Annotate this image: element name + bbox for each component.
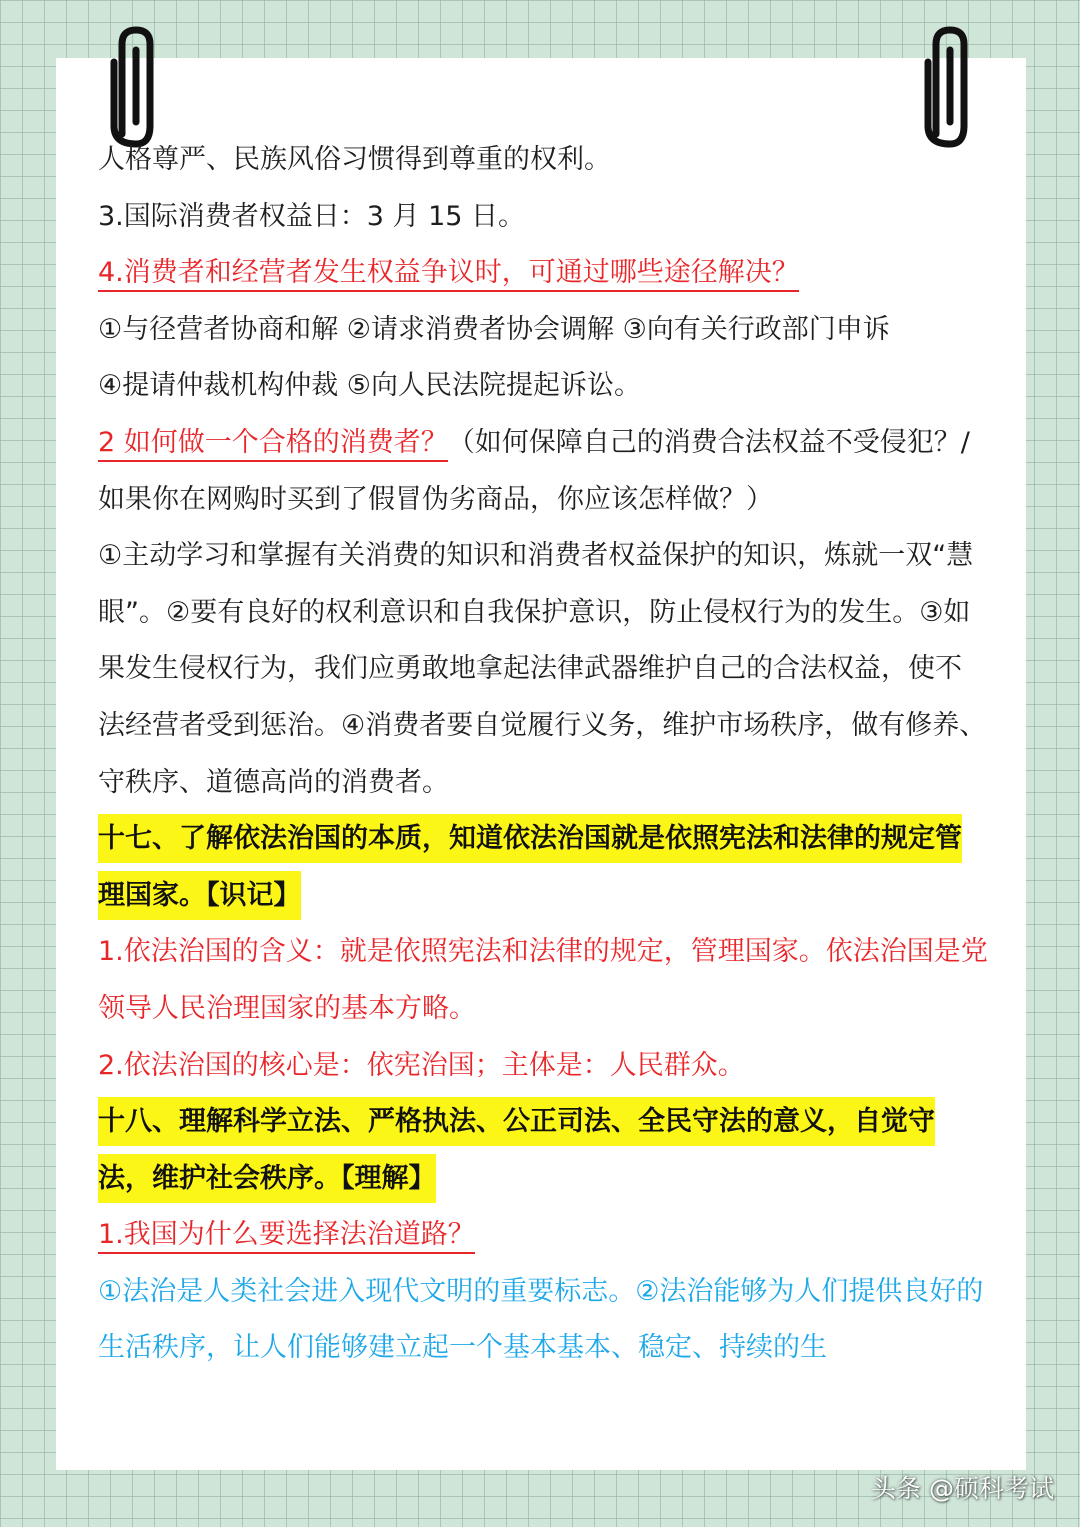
question-heading [98,1207,988,1264]
answer-red: 2.依法治国的核心是：依宪治国；主体是：人民群众。 [98,1049,745,1081]
text-line: 人格尊严、民族风俗习惯得到尊重的权利。 [98,144,611,175]
answer-red: 1.依法治国的含义：就是依照宪法和法律的规定，管理国家。依法治国是党领导人民治理国家的基本方略。 [98,936,988,1024]
question-text: 4.消费者和经营者发生权益争议时，可通过哪些途径解决？ [98,257,799,292]
document-body [98,132,988,1377]
question-paragraph [98,415,988,528]
section-heading-17 [98,811,988,924]
watermark: 头条 @硕科考试 [871,1474,1054,1503]
highlighted-heading: 十七、了解依法治国的本质，知道依法治国就是依照宪法和法律的规定管理国家。【识记】 [98,814,962,920]
section-heading-18 [98,1094,988,1207]
text-line: 3.国际消费者权益日：3 月 15 日。 [98,200,526,232]
question-heading [98,245,988,302]
answer-paragraph: ①主动学习和掌握有关消费的知识和消费者权益保护的知识，炼就一双“慧眼”。②要有良好的权利意识和自我保护意识，防止侵权行为的发生。③如果发生侵权行为，我们应勇敢地拿起法律武器维护自己的合法权益，使不法经营者受到惩治。④消费者要自觉履行义务，维护市场秩序，做有修养、守秩序、道德高尚的消费者。 [98,540,987,798]
answer-blue: ①法治是人类社会进入现代文明的重要标志。②法治能够为人们提供良好的生活秩序，让人们能够建立起一个基本基本、稳定、持续的生 [98,1275,984,1364]
question-text: 1.我国为什么要选择法治道路？ [98,1219,475,1254]
question-text: 2 如何做一个合格的消费者？ [98,427,448,462]
highlighted-heading: 十八、理解科学立法、严格执法、公正司法、全民守法的意义，自觉守法，维护社会秩序。【理解】 [98,1097,935,1203]
text-line: ①与径营者协商和解 ②请求消费者协会调解 ③向有关行政部门申诉 [98,313,890,345]
text-line: ④提请仲裁机构仲裁 ⑤向人民法院提起诉讼。 [98,370,641,402]
question-note: （如何保障自己的消费合法权益不受侵犯？/如果你在网购时买到了假冒伪劣商品，你应该怎样做？） [98,426,970,515]
